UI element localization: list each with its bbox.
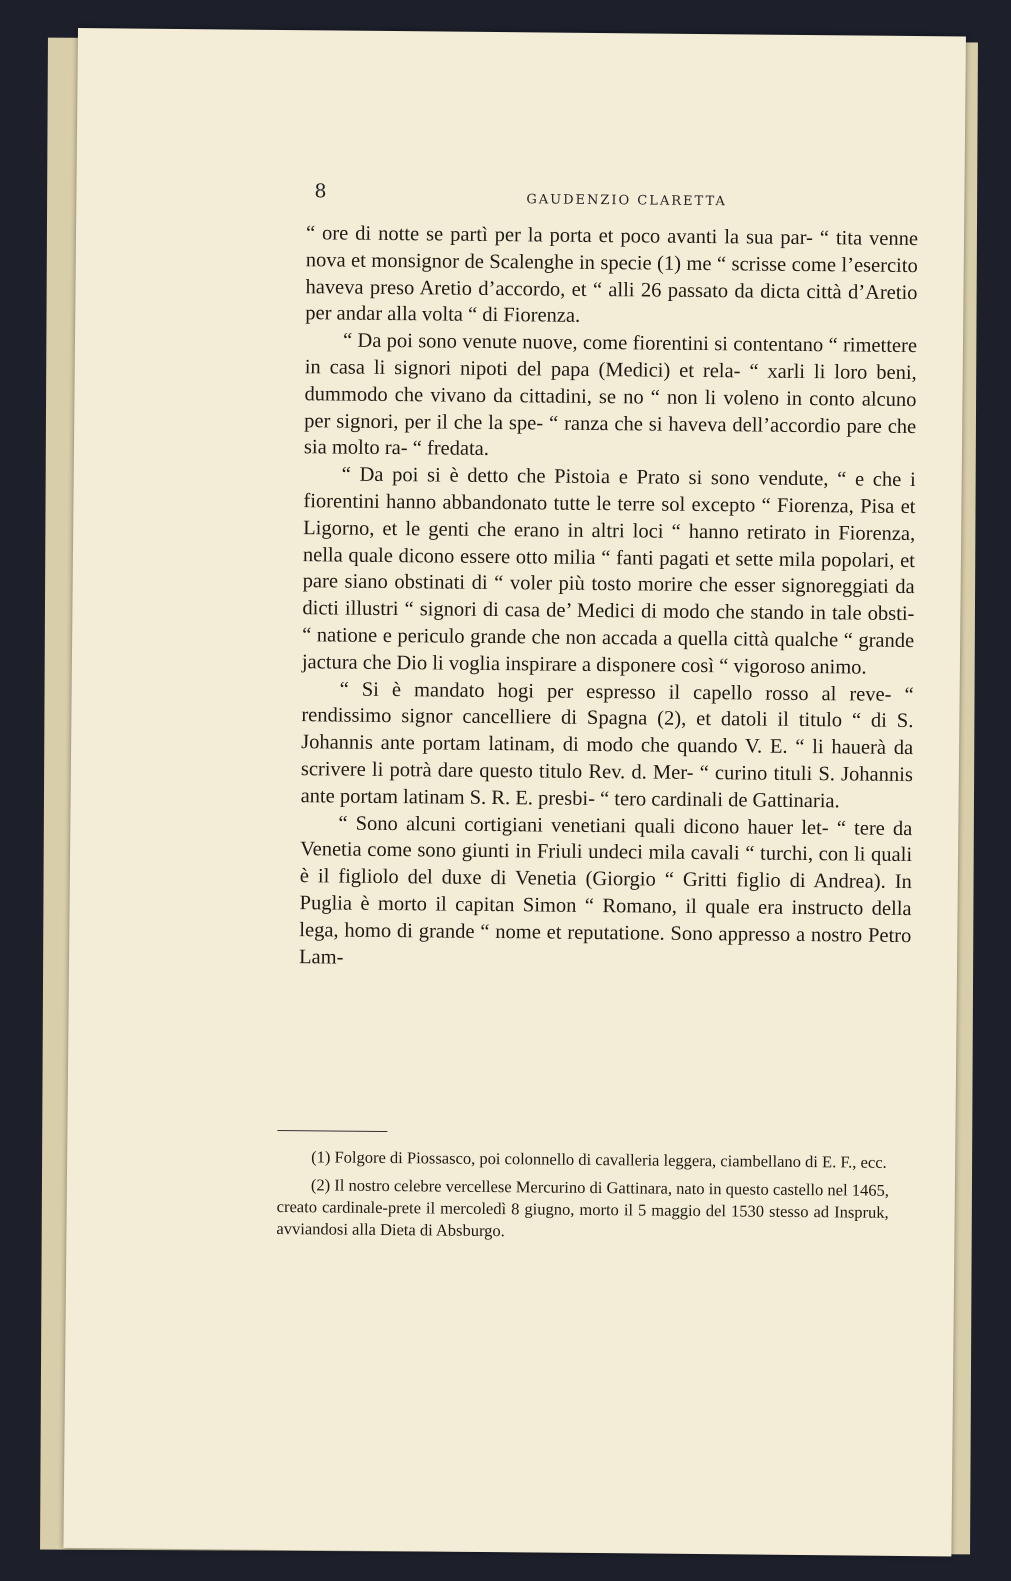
book-page [63, 28, 966, 1556]
paragraph-3: “ Da poi si è detto che Pistoia e Prato si sono vendute, “ e che i fiorentini hanno abbandonato tutte le terre sol excepto “ Fiorenza, Pisa et Ligorno, et le genti che erano in altri loci “ hanno retirato in Fiorenza, nella quale dicono essere otto milia “ fanti pagati et sette mila popolari, et pare siano obstinati di “ voler più tosto morire che esser signoreggiati da dicti illustri “ signori di casa de’ Medici di modo che stando in tale obsti- “ natione e periculo grande che non accada a quella città qualche “ grande jactura che Dio li voglia inspirare a disponere così “ vigoroso animo. [301, 463, 916, 679]
page-number: 8 [314, 180, 327, 203]
footnotes [276, 1140, 889, 1246]
footnote-rule [277, 1130, 387, 1132]
paragraph-2: “ Da poi sono venute nuove, come fiorentini si contentano “ rimettere in casa li signori nipoti del papa (Medici) et rela- “ xarli li loro beni, dummodo che vivano da cittadini, se no “ non li voleno in conto alcuno per signori, per il che la spe- “ ranza che si haveva dell’accordio pare che sia molto ra- “ fredata. [303, 329, 918, 461]
paragraph-5: “ Sono alcuni cortigiani venetiani quali dicono hauer let- “ tere da Venetia come sono giunti in Friuli undeci mila cavali “ turchi, con li quali è il figliolo del duxe di Venetia (Giorgio “ Gritti figlio di Andrea). In Puglia è morto il capitan Simon “ Romano, il quale era instructo della lega, homo di grande “ nome et reputatione. Sono appresso a nostro Petro Lam- [298, 812, 913, 969]
paragraph-1: “ ore di notte se partì per la porta et poco avanti la sua par- “ tita venne nova et monsignor de Scalenghe in specie (1) me “ scrisse come l’esercito haveva preso Aretio d’accordo, et “ alli 26 passato da dicta città d’Aretio per andar alla volta “ di Fiorenza. [305, 222, 919, 328]
paragraph-4: “ Si è mandato hogi per espresso il capello rosso al reve- “ rendissimo signor cancelliere di Spagna (2), et datoli il titulo “ di S. Johannis ante portam latinam, di modo che quando V. E. “ li hauerà da scrivere li potrà dare questo titulo Rev. d. Mer- “ curino tituli S. Johannis ante portam latinam S. R. E. presbi- “ tero cardinali de Gattinaria. [300, 678, 914, 813]
body-text [299, 220, 918, 976]
running-head: GAUDENZIO CLARETTA [526, 192, 727, 210]
footnote-1: (1) Folgore di Piossasco, poi colonnello di cavalleria leggera, ciambellano di E. F., ecc. [311, 1147, 887, 1172]
footnote-2: (2) Il nostro celebre vercellese Mercurino di Gattinara, nato in questo castello nel 1465, creato cardinale-prete il mercoledì 8 giugno, morto il 5 maggio del 1530 stesso ad Inspruk, avviandosi alla Dieta di Absburgo. [276, 1175, 889, 1241]
